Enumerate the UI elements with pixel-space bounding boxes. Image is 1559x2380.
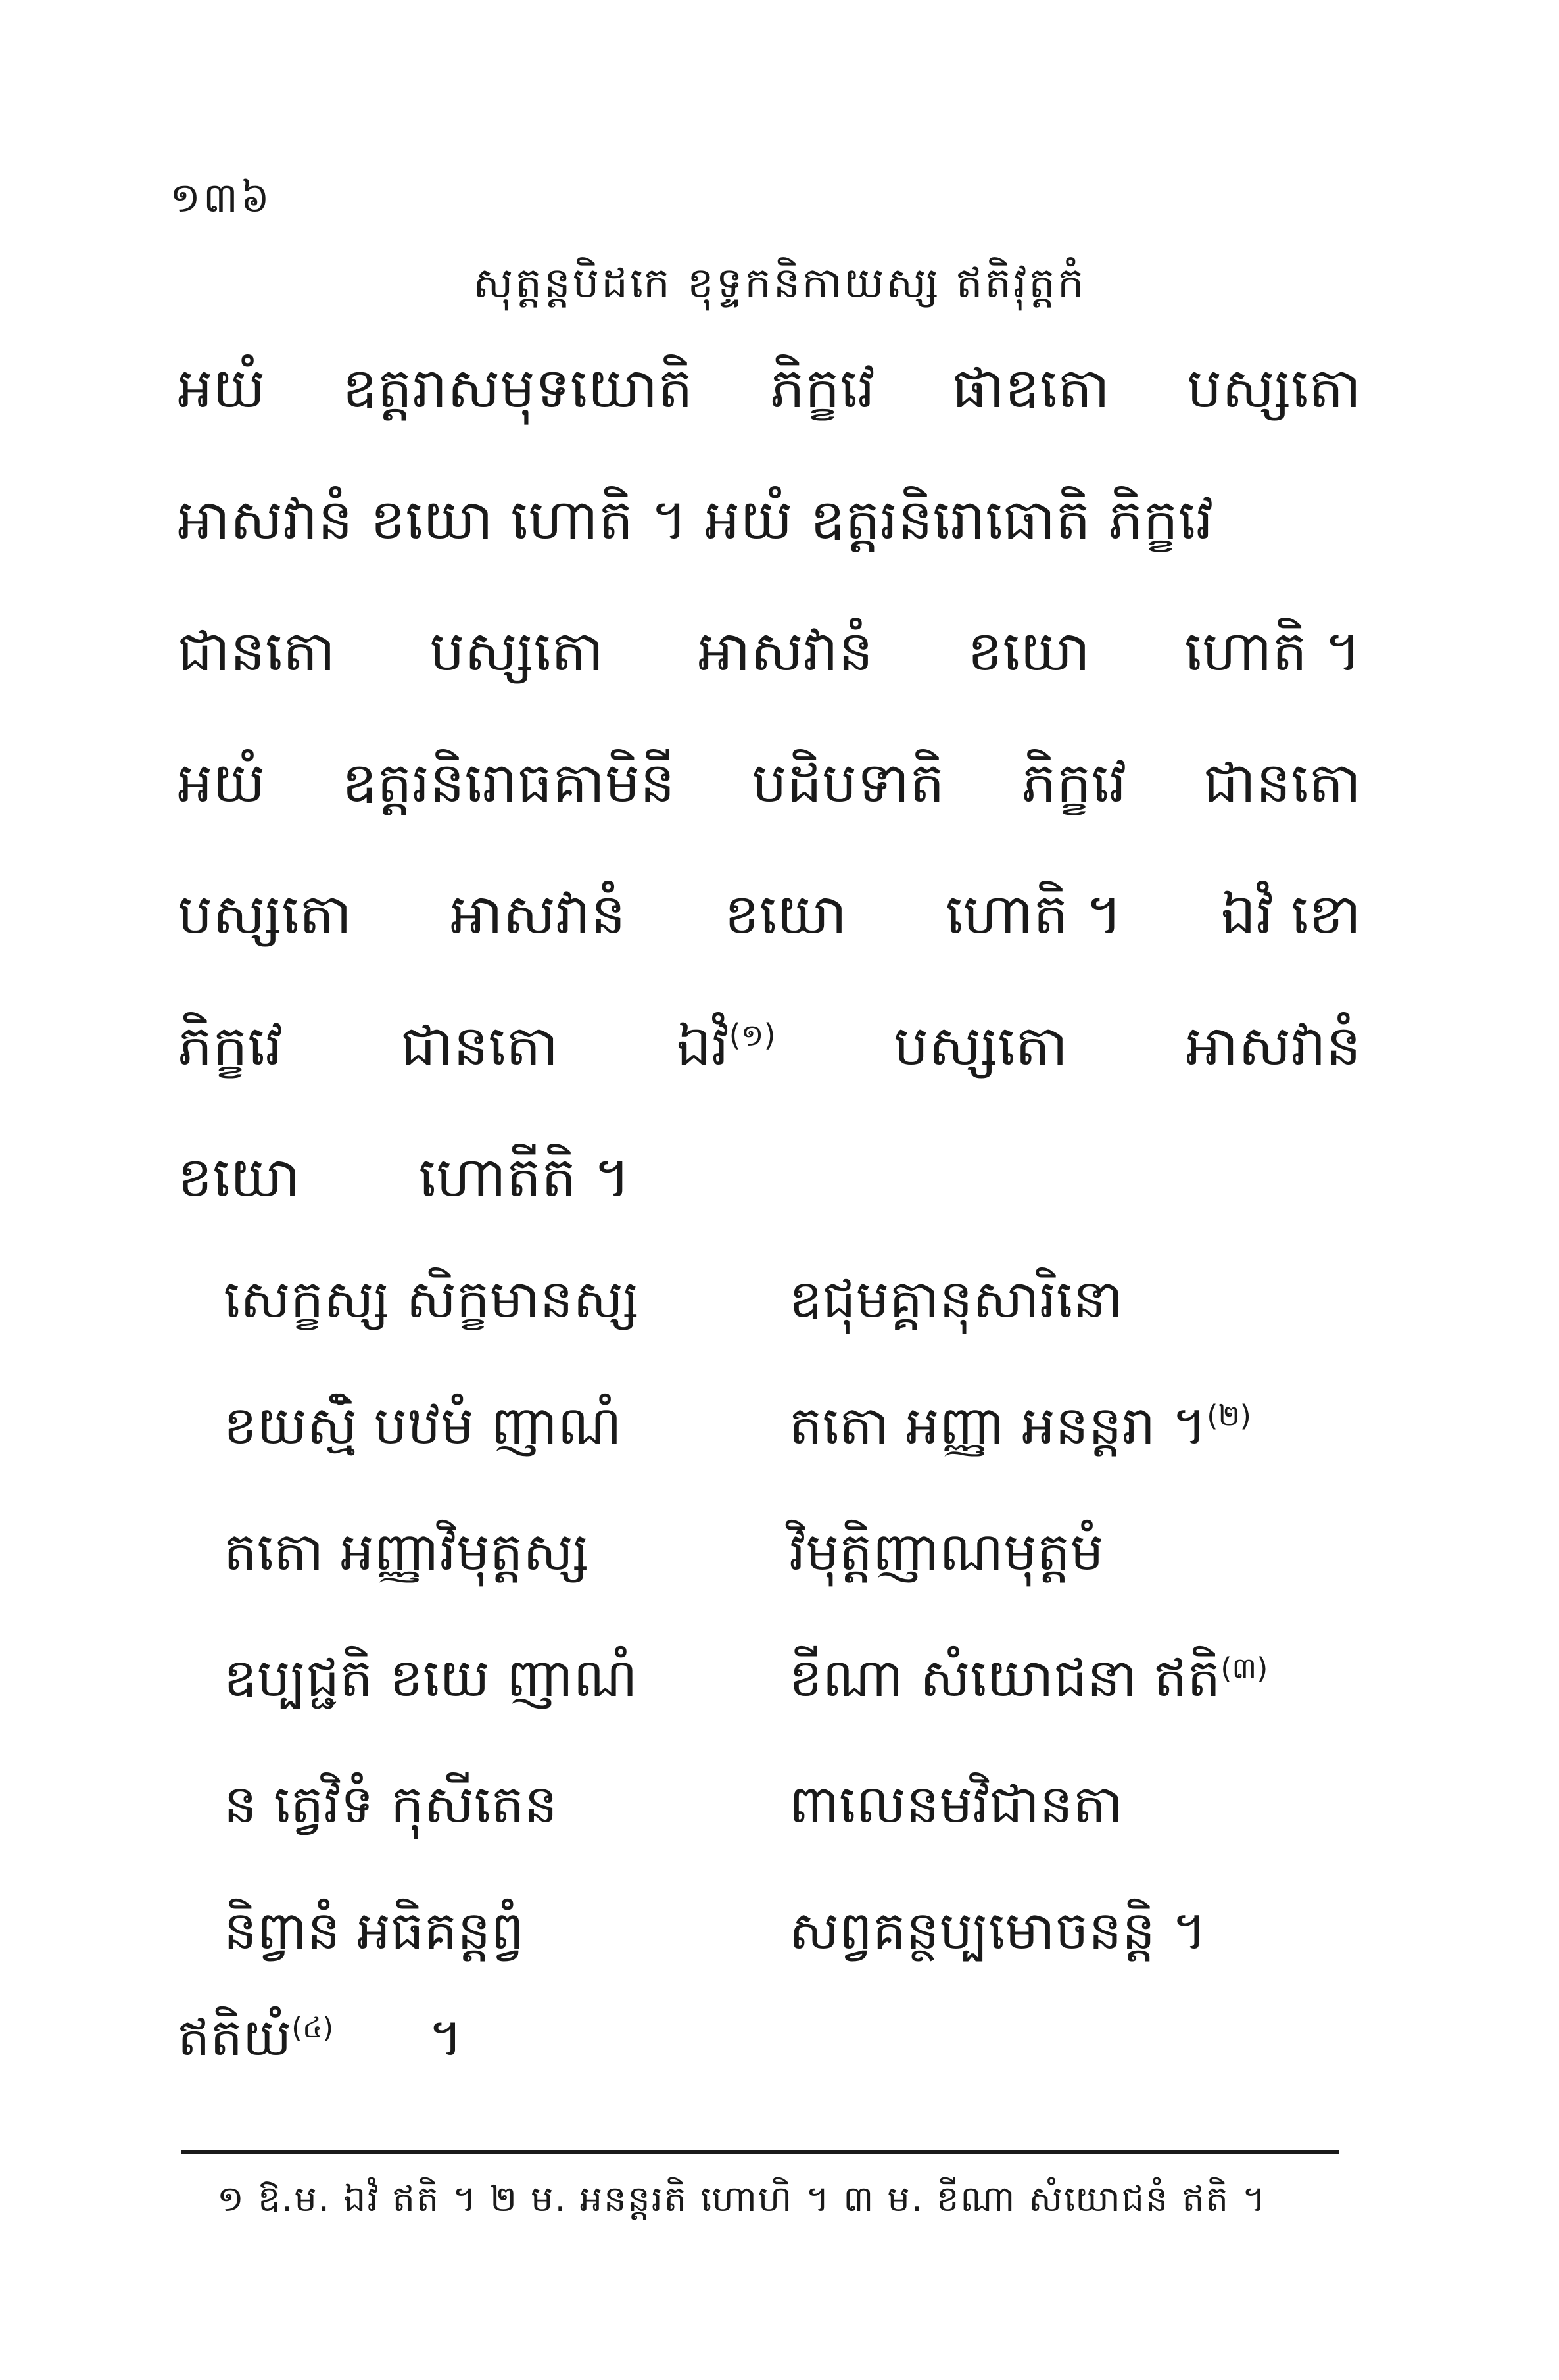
verse-row <box>224 1363 1381 1489</box>
verse-half: វិមុត្តិញាណមុត្តមំ <box>789 1521 1104 1582</box>
verse-half: ឧប្បជ្ជតិ ខយេ ញាណំ <box>224 1647 638 1709</box>
prose-line <box>178 454 1361 585</box>
word: ជានតោ <box>400 1013 559 1078</box>
verse-half: ខយស្មិំ បឋមំ ញាណំ <box>224 1395 622 1456</box>
word: ភិក្ខវេ <box>178 1013 283 1078</box>
verse-half: និព្វានំ អធិគន្តព្វំ <box>224 1900 525 1961</box>
verse-half: សព្វគន្ថប្បមោចនន្តិ ។ <box>789 1900 1207 1961</box>
word: បស្សតោ <box>178 882 352 946</box>
prose-line <box>178 585 1361 717</box>
word: ភិក្ខវេ <box>1021 750 1127 815</box>
word: អាសវានំ <box>698 619 874 683</box>
verse-half: ពាលេនមវិជានតា <box>789 1774 1123 1835</box>
prose-line <box>178 980 1361 1111</box>
word: ផាឧតោ <box>951 356 1110 420</box>
verse-half <box>789 1363 1381 1489</box>
verse-row <box>224 1489 1381 1615</box>
running-head: សុត្តន្តបិដកេ ខុទ្ទកនិកាយស្ស ឥតិវុត្តកំ <box>473 259 1086 308</box>
word: ភិក្ខវេ <box>769 356 875 420</box>
footnote-marker: (៤) <box>291 2012 334 2045</box>
prose-line <box>178 848 1361 980</box>
prose-block <box>178 322 1361 1243</box>
footnote-marker: (២) <box>1207 1399 1251 1433</box>
word: បស្សតោ <box>429 619 604 683</box>
word: អាសវានំ <box>1186 1013 1361 1078</box>
prose-line <box>178 717 1361 848</box>
footnote-rule <box>181 2150 1339 2154</box>
verse-text: តតោ អញ្ញា អនន្តរា ។ <box>789 1395 1207 1456</box>
footnotes: ១ ឱ.ម. ឯវំ ឥតិ ។ ២ ម. អនន្តរតិ ហោហិ ។ ៣ ម. ខីណា សំយោជនំ ឥតិ ។ <box>217 2178 1267 2220</box>
word: ជានតោ <box>1203 750 1361 815</box>
footnote-marker: (៣) <box>1220 1651 1268 1686</box>
page-number: ១៣៦ <box>170 174 272 222</box>
prose-line <box>178 322 1361 454</box>
word: អយំ <box>178 750 266 815</box>
closing-tail: ។ <box>428 2008 463 2068</box>
word <box>677 980 776 1111</box>
word: បដិបទាតិ <box>752 750 945 815</box>
closing-text: ឥតិយំ <box>178 2008 292 2068</box>
word: ឧត្តរាសមុទយោតិ <box>342 356 693 420</box>
prose-line <box>178 1111 1361 1243</box>
word: ឧត្តរនិរោធគាមិនី <box>342 750 675 815</box>
verse-half: ឧជុមគ្គានុសារិនោ <box>789 1269 1123 1330</box>
word-text: ឯវំ <box>676 1013 729 1078</box>
verse-half: តតោ អញ្ញាវិមុត្តស្ស <box>224 1521 589 1582</box>
verse-row <box>224 1615 1381 1741</box>
word: ខយោ <box>724 882 848 946</box>
verse-text: ខីណា សំយោជនា ឥតិ <box>789 1647 1221 1709</box>
word: ហោតិ ។ <box>1184 619 1361 683</box>
verse-half: សេក្ខស្ស សិក្ខមានស្ស <box>224 1269 639 1330</box>
word: ជានតោ <box>178 619 335 683</box>
word: ហោតីតិ ។ <box>418 1145 631 1209</box>
word: អាសវានំ ខយោ ហោតិ ។ អយំ ឧត្តរនិរោធោតិ ភិក្ខវេ <box>178 487 1214 552</box>
closing-line <box>178 2006 462 2081</box>
verse-block <box>224 1236 1381 1994</box>
footnote-marker: (១) <box>729 1017 776 1053</box>
word: ខយោ <box>967 619 1090 683</box>
word: បស្សតោ <box>894 1013 1068 1078</box>
verse-row <box>224 1741 1381 1868</box>
verse-row <box>224 1236 1381 1363</box>
verse-half <box>789 1615 1381 1741</box>
word: ខយោ <box>178 1145 300 1209</box>
verse-half: ន ត្វេវិទំ កុសីតេន <box>224 1774 558 1835</box>
word: អាសវានំ <box>450 882 626 946</box>
word: បស្សតោ <box>1187 356 1361 420</box>
word: អយំ <box>178 356 266 420</box>
word: ហោតិ ។ <box>946 882 1122 946</box>
verse-row <box>224 1868 1381 1994</box>
word: ឯវំ ខោ <box>1220 882 1361 946</box>
